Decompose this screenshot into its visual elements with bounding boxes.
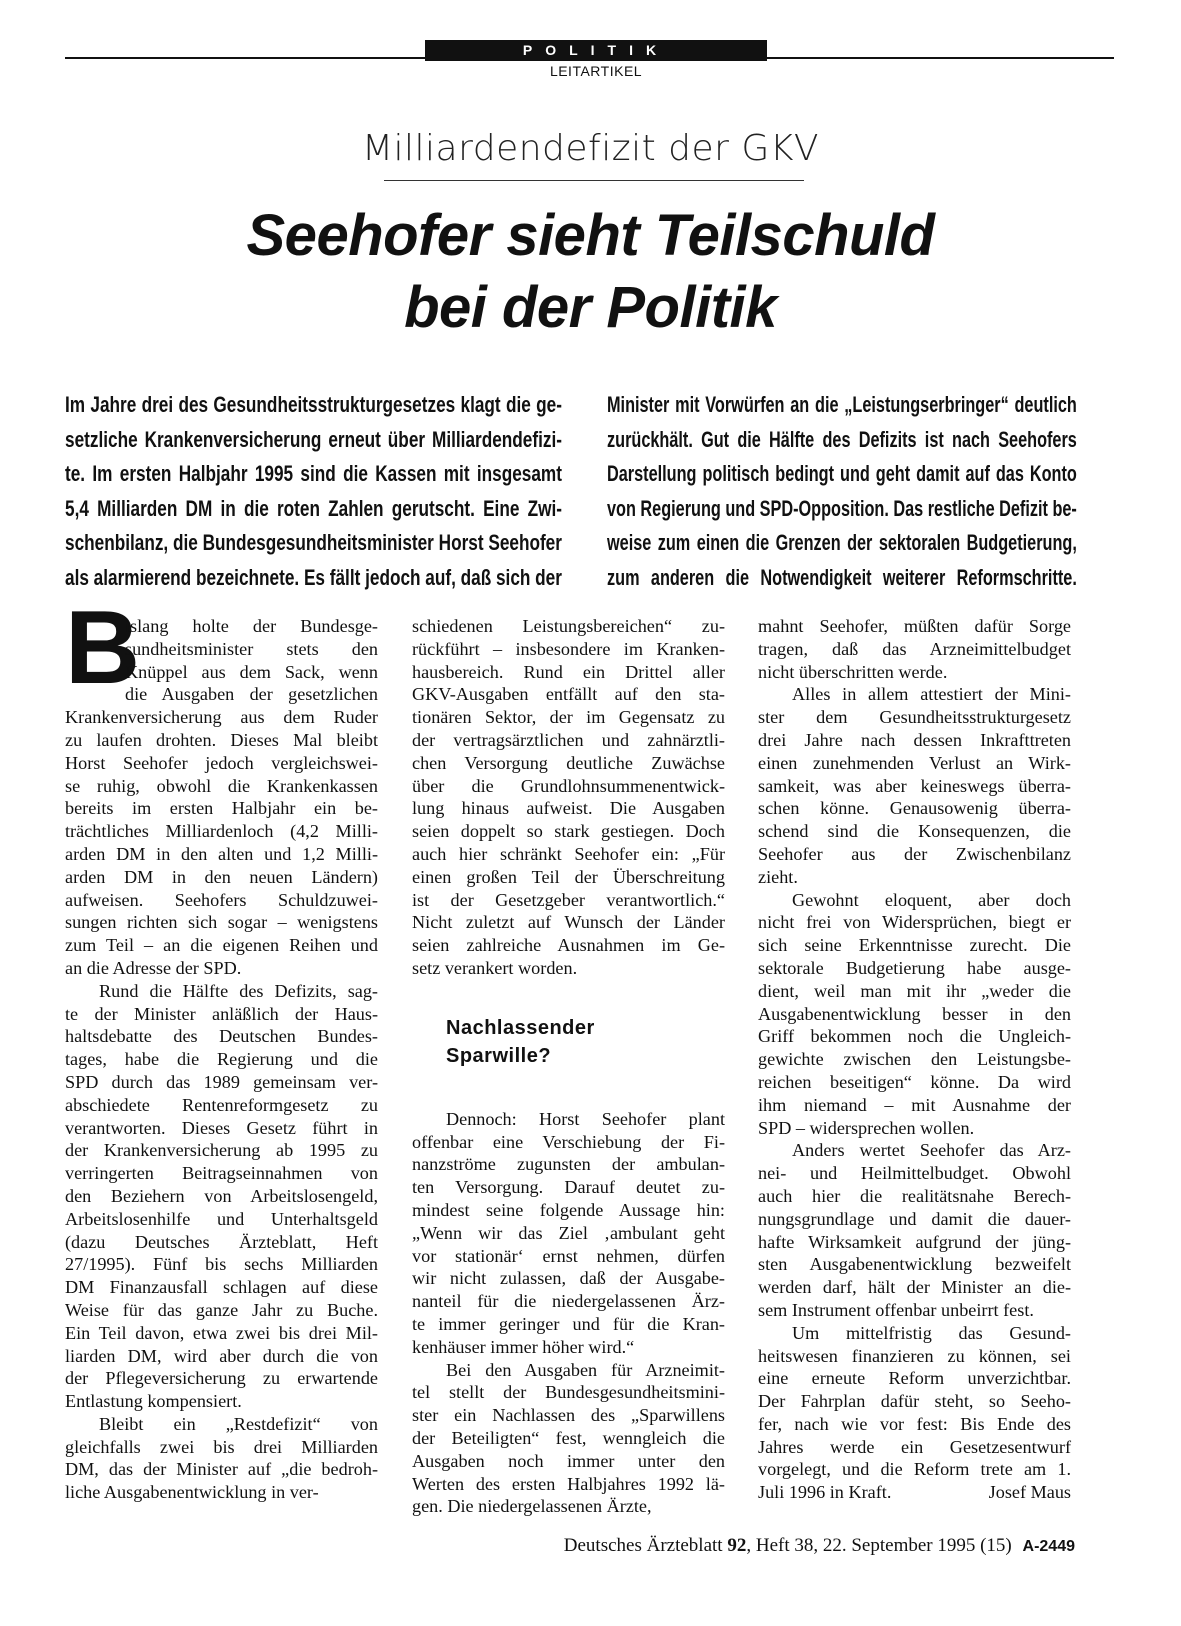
text-line: kenhäuser immer höher wird.“	[412, 1336, 635, 1357]
text-line: GKV-Ausgaben entfällt auf den sta-	[412, 684, 725, 705]
lead-line: Minister mit Vorwürfen an die „Leistungserbringer“ deutlich	[607, 392, 1077, 417]
text-line: se ruhig, obwohl die Krankenkassen	[65, 775, 378, 796]
text-line: zieht.	[758, 866, 798, 887]
lead-line: te. Im ersten Halbjahr 1995 sind die Kassen mit insgesamt	[65, 461, 562, 487]
text-line: der Beteiligten“ fest, wenngleich die	[412, 1427, 725, 1448]
text-line: zu laufen drohten. Dieses Mal bleibt	[65, 729, 378, 750]
text-line: DM Finanzausfall schlagen auf diese	[65, 1277, 378, 1298]
text-line: tages, habe die Regierung und die	[65, 1049, 378, 1070]
text-line: Bei den Ausgaben für Arzneimit-	[446, 1359, 725, 1380]
text-line: nungsgrundlage und damit die dauer-	[758, 1208, 1071, 1229]
page-footer	[500, 1535, 1075, 1557]
text-line: sich seine Erkenntnisse zurecht. Die	[758, 935, 1071, 956]
lead-line: Darstellung politisch bedingt und geht damit auf das Konto	[607, 461, 1077, 487]
text-line: arden DM in den neuen Ländern)	[65, 866, 378, 887]
text-line: rückführt – insbesondere im Kranken-	[412, 638, 725, 659]
text-line: nicht frei von Widersprüchen, biegt er	[758, 912, 1071, 933]
text-line: tionären Sektor, der im Gegensatz zu	[412, 707, 725, 728]
text-line: Anders wertet Seehofer das Arz-	[792, 1140, 1071, 1161]
text-line: an die Adresse der SPD.	[65, 957, 242, 978]
text-line: bereits im ersten Halbjahr ein be-	[65, 798, 378, 819]
footer-issue: , Heft 38, 22. September 1995 (15)	[746, 1535, 1012, 1556]
section-label: POLITIK	[425, 40, 767, 61]
intertitle	[412, 1014, 725, 1070]
text-line: hausbereich. Rund ein Drittel aller	[412, 661, 725, 682]
text-line: der Krankenversicherung ab 1995 zu	[65, 1140, 378, 1161]
text-line: nanteil für die niedergelassenen Ärz-	[412, 1291, 725, 1312]
text-line: eine erneute Reform unverzichtbar.	[758, 1368, 1071, 1389]
text-line: sundheitsminister stets den	[125, 638, 378, 659]
lead-line: schenbilanz, die Bundesgesundheitsminister Horst Seehofer	[65, 530, 562, 556]
text-line: Der Fahrplan dafür steht, so Seeho-	[758, 1391, 1071, 1412]
text-line: tel stellt der Bundesgesundheitsmini-	[412, 1382, 725, 1403]
text-line: mahnt Seehofer, müßten dafür Sorge	[758, 616, 1071, 636]
text-line: Ausgaben noch immer unter den	[412, 1450, 725, 1471]
text-line: sektorale Budgetierung habe ausge-	[758, 957, 1071, 978]
text-line: Juli 1996 in Kraft.	[758, 1482, 892, 1503]
text-line: trächtliches Milliardenloch (4,2 Milli-	[65, 821, 378, 842]
text-line: heitswesen finanzieren zu können, sei	[758, 1345, 1071, 1366]
text-line: den Beziehern von Arbeitslosengeld,	[65, 1185, 378, 1206]
text-line: Werten des ersten Halbjahres 1992 lä-	[412, 1473, 725, 1494]
lead-line: setzliche Krankenversicherung erneut über Milliardendefizi-	[65, 426, 562, 452]
text-line: SPD durch das 1989 gemeinsam ver-	[65, 1071, 378, 1092]
body-column-3-text	[758, 615, 1071, 1504]
headline-line-2: bei der Politik	[404, 275, 777, 340]
lead-line: von Regierung und SPD-Opposition. Das restliche Defizit be-	[607, 495, 1077, 521]
text-line: Dennoch: Horst Seehofer plant	[446, 1108, 725, 1129]
text-line: ster ein Nachlassen des „Sparwillens	[412, 1405, 725, 1426]
subhead-rule	[384, 180, 804, 181]
text-line: gewichte zwischen den Leistungsbe-	[758, 1049, 1071, 1070]
text-line: ster dem Gesundheitsstrukturgesetz	[758, 707, 1071, 728]
text-line: seien doppelt so stark gestiegen. Doch	[412, 821, 725, 842]
text-line: Nicht zuletzt auf Wunsch der Länder	[412, 912, 725, 933]
text-line: offenbar eine Verschiebung der Fi-	[412, 1131, 725, 1152]
text-line: mindest seine folgende Aussage hin:	[412, 1199, 725, 1220]
lead-line: zurückhält. Gut die Hälfte des Defizits ist nach Seehofers	[607, 426, 1077, 452]
text-line: setz verankert worden.	[412, 957, 578, 978]
text-line: gleichfalls zwei bis drei Milliarden	[65, 1436, 378, 1457]
author-name: Josef Maus	[988, 1482, 1071, 1503]
text-line: nanzströme zugunsten der ambulan-	[412, 1154, 725, 1175]
text-line: Seehofer aus der Zwischenbilanz	[758, 843, 1071, 864]
text-line: einen großen Teil der Überschreitung	[412, 866, 725, 887]
text-line: Arbeitslosenhilfe und Unterhaltsgeld	[65, 1208, 378, 1229]
text-line: Bleibt ein „Restdefizit“ von	[99, 1413, 378, 1434]
text-line: schen könne. Genausowenig überra-	[758, 798, 1071, 819]
author-line	[758, 1481, 1071, 1504]
lead-line: weise zum einen die Grenzen der sektoralen Budgetierung,	[607, 530, 1077, 556]
text-line: drei Jahre nach dessen Inkrafttreten	[758, 729, 1071, 750]
headline-line-1: Seehofer sieht Teilschuld	[246, 203, 935, 268]
body-column-2-part-2	[412, 1108, 725, 1518]
text-line: fer, nach wie vor fest: Bis Ende des	[758, 1413, 1071, 1434]
kicker-label: LEITARTIKEL	[549, 63, 643, 79]
text-line: wir nicht zulassen, daß der Ausgabe-	[412, 1268, 725, 1289]
intertitle-line-2: Sparwille?	[446, 1044, 552, 1067]
text-line: sungen richten sich sogar – wenigstens	[65, 912, 378, 933]
body-column-3	[758, 615, 1071, 1504]
header-rule-left	[65, 57, 425, 59]
article-subhead: Milliardendefizit der GKV	[361, 128, 820, 169]
text-line: nei- und Heilmittelbudget. Obwohl	[758, 1163, 1071, 1184]
text-line: haltsdebatte des Deutschen Bundes-	[65, 1026, 378, 1047]
text-line: seien zahlreiche Ausnahmen im Ge-	[412, 935, 725, 956]
intertitle-line-1: Nachlassender	[446, 1016, 595, 1039]
body-column-2	[412, 615, 725, 1518]
text-line: hafte Wirksamkeit aufgrund der jüng-	[758, 1231, 1071, 1252]
text-line: Griff bekommen noch die Ungleich-	[758, 1026, 1071, 1047]
text-line: einen zunehmenden Verlust an Wirk-	[758, 752, 1071, 773]
text-line: schiedenen Leistungsbereichen“ zu-	[412, 616, 725, 636]
text-line: Ein Teil davon, etwa zwei bis drei Mil-	[65, 1322, 378, 1343]
body-column-2-part-1	[412, 615, 725, 980]
lead-paragraph-right	[607, 388, 1077, 596]
text-line: te immer geringer und für die Kran-	[412, 1313, 725, 1334]
footer-journal: Deutsches Ärzteblatt	[563, 1535, 723, 1556]
text-line: über die Grundlohnsummenentwick-	[412, 775, 725, 796]
lead-line: Im Jahre drei des Gesundheitsstrukturgesetzes klagt die ge-	[65, 392, 562, 417]
body-column-1	[65, 615, 378, 1504]
text-line: verantworten. Dieses Gesetz führt in	[65, 1117, 378, 1138]
text-line: Gewohnt eloquent, aber doch	[792, 889, 1071, 910]
lead-paragraph-left	[65, 388, 562, 596]
text-line: die Ausgaben der gesetzlichen	[125, 684, 378, 705]
text-line: lung hinaus aufweist. Die Ausgaben	[412, 798, 725, 819]
text-line: auch hier schränkt Seehofer ein: „Für	[412, 843, 725, 864]
text-line: arden DM in den alten und 1,2 Milli-	[65, 843, 378, 864]
text-line: sem Instrument offenbar unbeirrt fest.	[758, 1299, 1034, 1320]
drop-cap: B	[65, 590, 141, 706]
text-line: tragen, daß das Arzneimittelbudget	[758, 638, 1071, 659]
header-rule-right	[767, 57, 1114, 59]
text-line: der vertragsärztlichen und zahnärztli-	[412, 729, 725, 750]
lead-line: als alarmierend bezeichnete. Es fällt jedoch auf, daß sich der	[65, 564, 562, 590]
text-line: ihm niemand – mit Ausnahme der	[758, 1094, 1071, 1115]
text-line: Rund die Hälfte des Defizits, sag-	[99, 980, 378, 1001]
text-line: schend sind die Konsequenzen, die	[758, 821, 1071, 842]
text-line: DM, das der Minister auf „die bedroh-	[65, 1459, 378, 1480]
text-line: SPD – widersprechen wollen.	[758, 1117, 975, 1138]
text-line: ist der Gesetzgeber verantwortlich.“	[412, 889, 725, 910]
text-line: werden darf, hält der Minister an die-	[758, 1277, 1071, 1298]
text-line: chen Versorgung deutliche Zuwächse	[412, 752, 725, 773]
article-headline	[0, 200, 1181, 344]
text-line: verringerten Beitragseinnahmen von	[65, 1163, 378, 1184]
text-line: vor stationär‘ ernst nehmen, dürfen	[412, 1245, 725, 1266]
lead-line: 5,4 Milliarden DM in die roten Zahlen gerutscht. Eine Zwi-	[65, 495, 562, 521]
text-line: sten Ausgabenentwicklung bezweifelt	[758, 1254, 1071, 1275]
text-line: Entlastung kompensiert.	[65, 1391, 242, 1412]
text-line: gen. Die niedergelassenen Ärzte,	[412, 1496, 652, 1517]
text-line: aufweisen. Seehofers Schuldzuwei-	[65, 889, 378, 910]
text-line: liarden DM, wird aber durch die von	[65, 1345, 378, 1366]
text-line: te der Minister anläßlich der Haus-	[65, 1003, 378, 1024]
text-line: reichen beseitigen“ könne. Da wird	[758, 1071, 1071, 1092]
text-line: dient, weil man mit ihr „weder die	[758, 980, 1071, 1001]
lead-line: zum anderen die Notwendigkeit weiterer Reformschritte.	[607, 564, 1077, 590]
text-line: ten Versorgung. Darauf deutet zu-	[412, 1177, 725, 1198]
text-line: Weise für das ganze Jahr zu Buche.	[65, 1299, 378, 1320]
text-line: zum Teil – an die eigenen Reihen und	[65, 935, 378, 956]
footer-volume: 92	[727, 1535, 747, 1556]
text-line: (dazu Deutsches Ärzteblatt, Heft	[65, 1231, 378, 1252]
text-line: Jahres werde ein Gesetzesentwurf	[758, 1436, 1071, 1457]
text-line: Ausgabenentwicklung besser in den	[758, 1003, 1071, 1024]
text-line: samkeit, was aber keineswegs überra-	[758, 775, 1071, 796]
text-line: nicht überschritten werde.	[758, 661, 948, 682]
text-line: Krankenversicherung aus dem Ruder	[65, 707, 378, 728]
text-line: Knüppel aus dem Sack, wenn	[125, 661, 378, 682]
text-line: liche Ausgabenentwicklung in ver-	[65, 1482, 319, 1503]
text-line: islang holte der Bundesge-	[125, 616, 378, 636]
text-line: Horst Seehofer jedoch vergleichswei-	[65, 752, 378, 773]
text-line: Um mittelfristig das Gesund-	[792, 1322, 1071, 1343]
text-line: auch hier die realitätsnahe Berech-	[758, 1185, 1071, 1206]
text-line: Alles in allem attestiert der Mini-	[792, 684, 1071, 705]
footer-page-number: A-2449	[1022, 1538, 1075, 1555]
text-line: abschiedete Rentenreformgesetz zu	[65, 1094, 378, 1115]
text-line: der Pflegeversicherung zu erwartende	[65, 1368, 378, 1389]
text-line: vorgelegt, und die Reform trete am 1.	[758, 1459, 1071, 1480]
text-line: „Wenn wir das Ziel ‚ambulant geht	[412, 1222, 725, 1243]
text-line: 27/1995). Fünf bis sechs Milliarden	[65, 1254, 378, 1275]
